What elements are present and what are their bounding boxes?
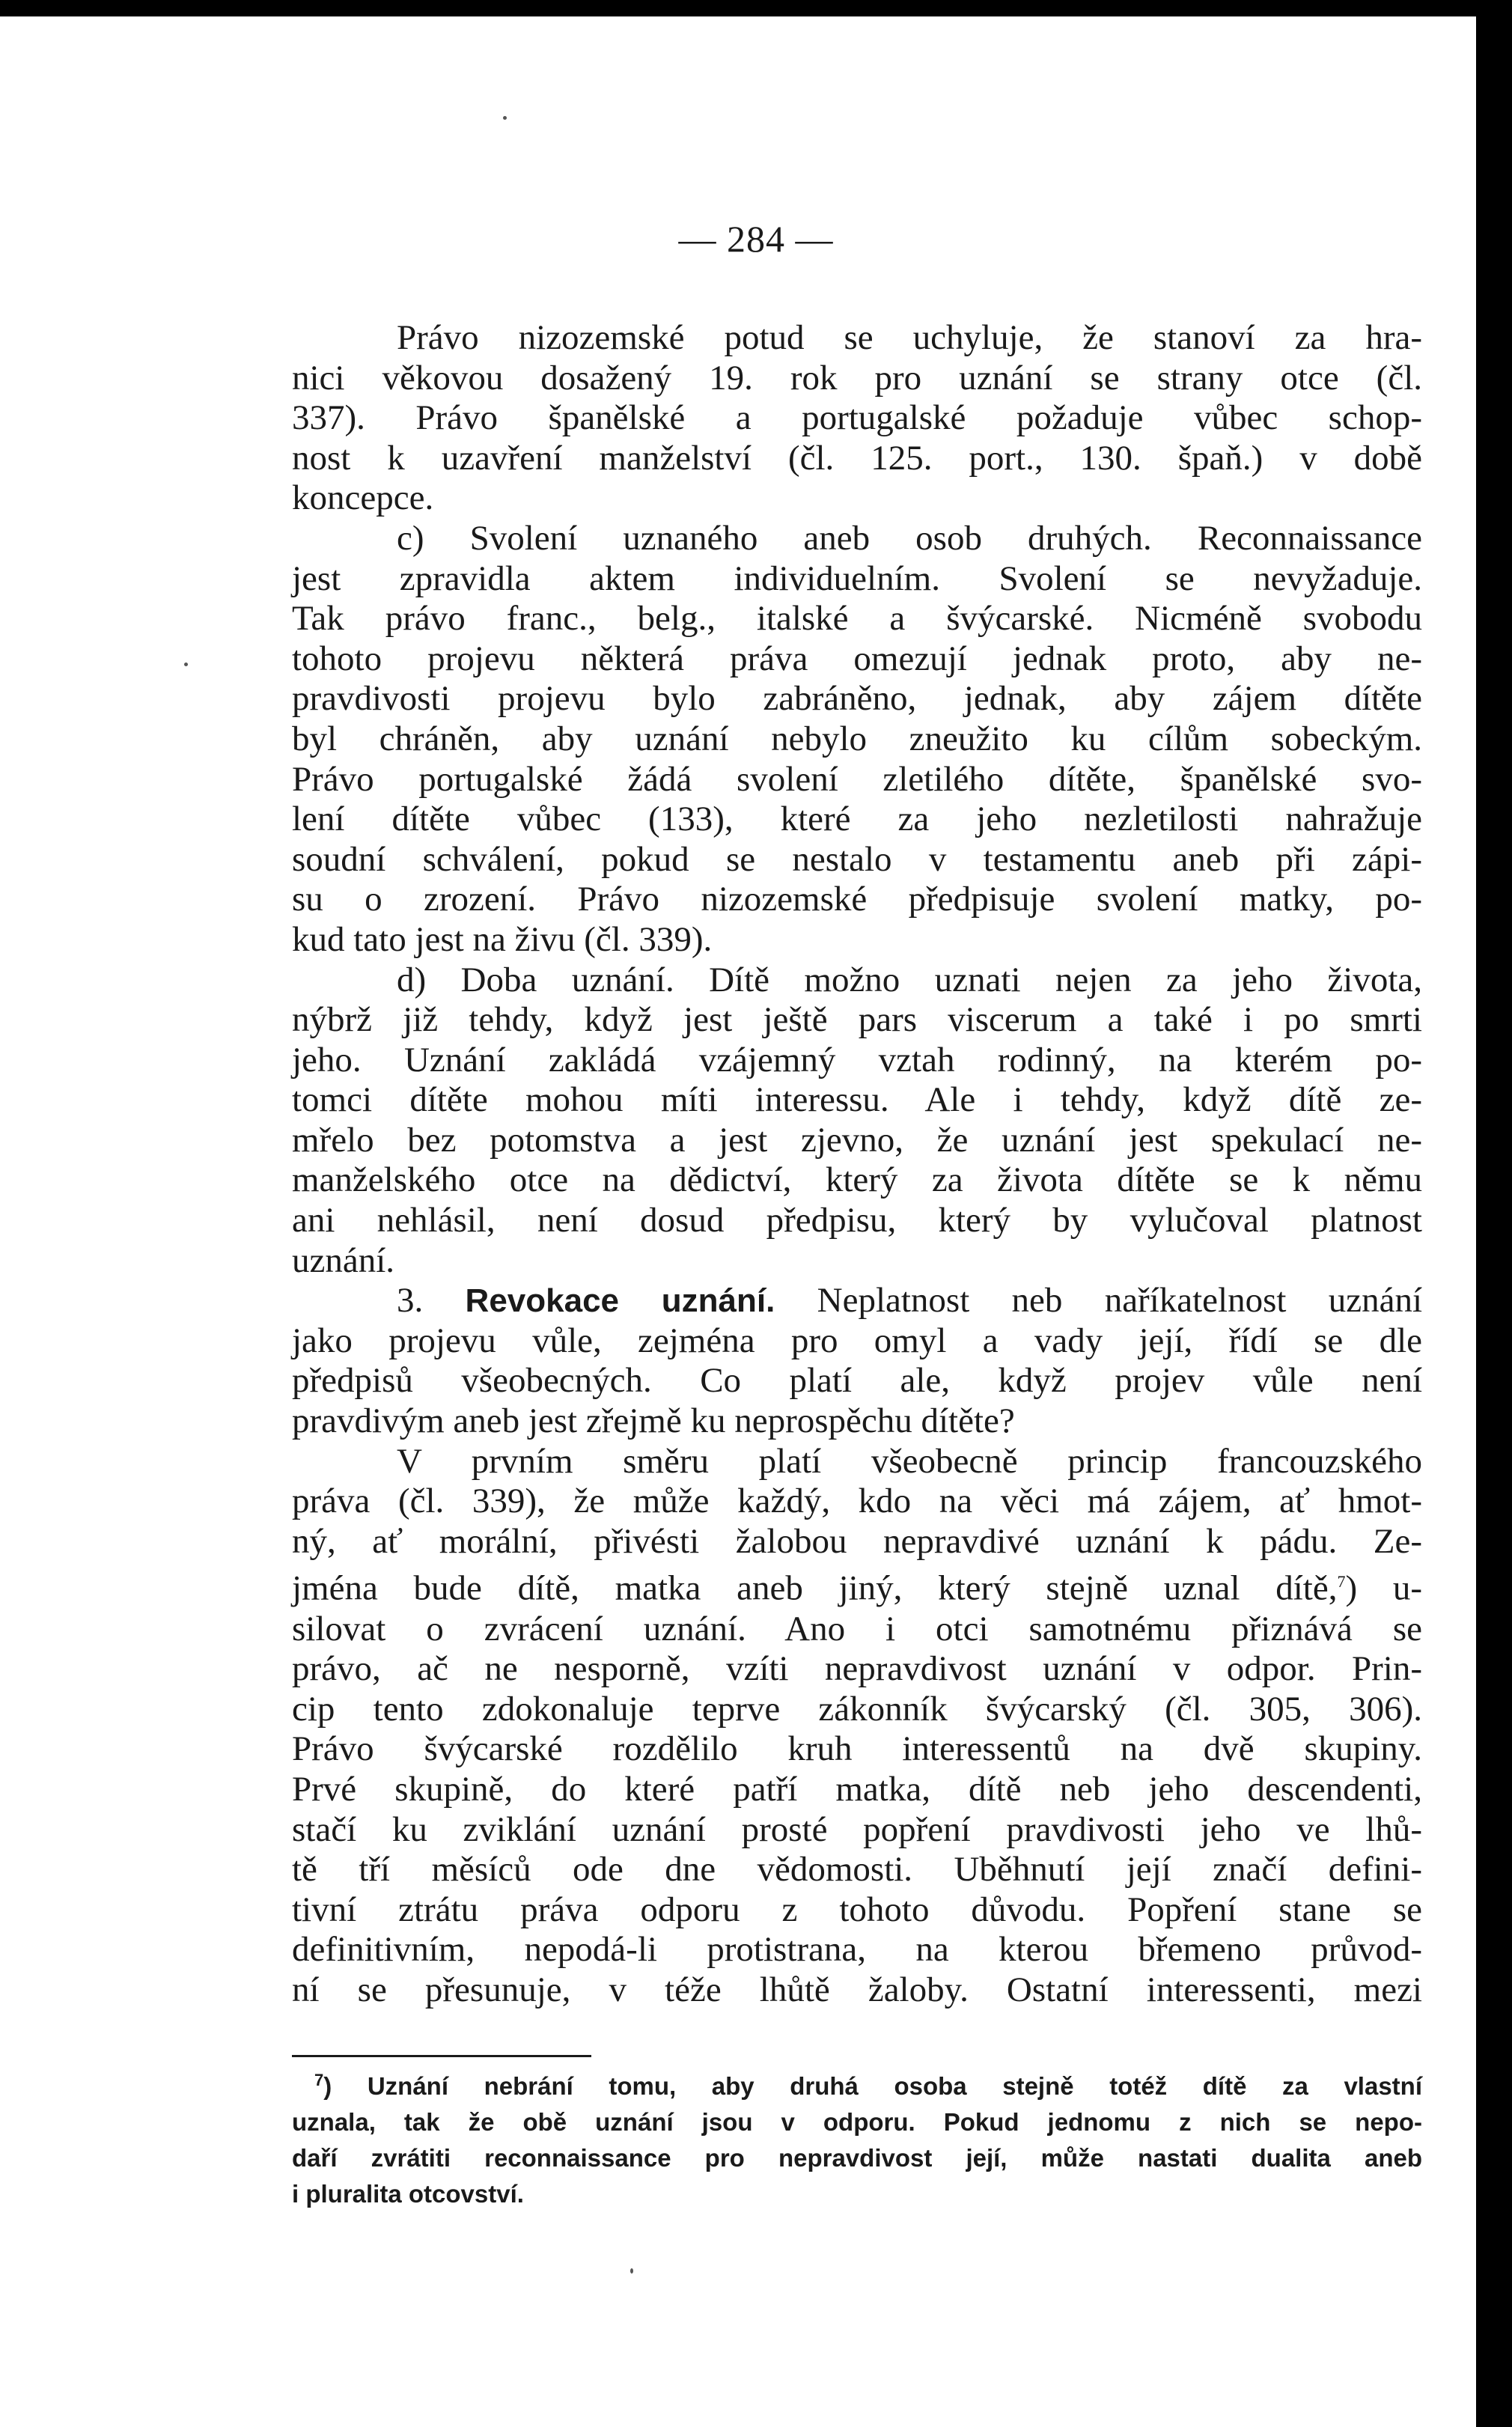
text-line: nost k uzavření manželství (čl. 125. port., 130. špaň.) v době: [292, 438, 1422, 478]
text-line: definitivním, nepodá-li protistrana, na kterou břemeno průvod-: [292, 1930, 1422, 1970]
text-line: tě tří měsíců ode dne vědomosti. Uběhnutí její značí defini-: [292, 1850, 1422, 1889]
text-line: tomci dítěte mohou míti interessu. Ale i tehdy, když dítě ze-: [292, 1080, 1422, 1120]
section-heading: Revokace uznání.: [465, 1282, 775, 1320]
footnote: [292, 2062, 1422, 2212]
scan-speck: [503, 116, 507, 120]
text-line: c) Svolení uznaného aneb osob druhých. Reconnaissance: [397, 518, 1422, 558]
text-line: silovat o zvrácení uznání. Ano i otci samotnému přiznává se: [292, 1609, 1422, 1648]
text-line: pravdivým aneb jest zřejmě ku neprospěchu dítěte?: [292, 1401, 1015, 1441]
text-line: nýbrž již tehdy, když jest ještě pars viscerum a také i po smrti: [292, 1000, 1422, 1040]
text-fragment: Neplatnost neb naříkatelnost uznání: [817, 1281, 1423, 1321]
text-line: su o zrození. Právo nizozemské předpisuje svolení matky, po-: [292, 880, 1422, 919]
page-number: — 284 —: [678, 218, 834, 260]
paragraph-3: [292, 960, 1422, 1282]
text-line: mřelo bez potomstva a jest zjevno, že uznání jest spekulací ne-: [292, 1120, 1422, 1160]
text-line: 337). Právo španělské a portugalské požaduje vůbec schop-: [292, 398, 1422, 438]
text-fragment: ) Uznání nebrání tomu, aby druhá osoba stejně totéž dítě za vlastní: [323, 2072, 1422, 2100]
text-line: Tak právo franc., belg., italské a švýcarské. Nicméně svobodu: [292, 599, 1422, 639]
text-line: jest zpravidla aktem individuelním. Svolení se nevyžaduje.: [292, 558, 1422, 598]
text-line: tivní ztrátu práva odporu z tohoto důvodu. Popření stane se: [292, 1889, 1422, 1929]
text-line: práva (čl. 339), že může každý, kdo na věci má zájem, ať hmot-: [292, 1482, 1422, 1521]
footnote-line: uznala, tak že obě uznání jsou v odporu. Pokud jednomu z nich se nepo-: [292, 2108, 1422, 2136]
text-fragment: ) u-: [1345, 1569, 1422, 1609]
text-line: Prvé skupině, do které patří matka, dítě neb jeho descendenti,: [292, 1770, 1422, 1809]
text-line: d) Doba uznání. Dítě možno uznati nejen za jeho života,: [397, 960, 1422, 999]
text-line: ný, ať morální, přivésti žalobou nepravdivé uznání k pádu. Ze-: [292, 1521, 1422, 1561]
text-fragment: jména bude dítě, matka aneb jiný, který stejně uznal dítě,: [292, 1569, 1338, 1609]
paragraph-5: [292, 1442, 1422, 2011]
text-line: pravdivosti projevu bylo zabráněno, jednak, aby zájem dítěte: [292, 679, 1422, 719]
paragraph-1: [292, 318, 1422, 519]
text-line: tohoto projevu některá práva omezují jednak proto, aby ne-: [292, 639, 1422, 678]
text-line: jeho. Uznání zakládá vzájemný vztah rodinný, na kterém po-: [292, 1040, 1422, 1079]
text-line: předpisů všeobecných. Co platí ale, když projev vůle není: [292, 1361, 1422, 1401]
paragraph-4: [292, 1281, 1422, 1441]
text-line: Právo švýcarské rozdělilo kruh interessentů na dvě skupiny.: [292, 1729, 1422, 1769]
text-line: stačí ku zviklání uznání prosté popření pravdivosti jeho ve lhů-: [292, 1809, 1422, 1849]
text-line: [292, 1562, 1422, 1609]
text-line: kud tato jest na živu (čl. 339).: [292, 919, 713, 959]
scan-speck: [184, 663, 188, 666]
text-line: nici věkovou dosažený 19. rok pro uznání se strany otce (čl.: [292, 358, 1422, 398]
footnote-line: i pluralita otcovství.: [292, 2180, 524, 2208]
text-line: Právo portugalské žádá svolení zletilého dítěte, španělské svo-: [292, 759, 1422, 799]
footnote-rule: [292, 2055, 591, 2057]
main-text: [292, 318, 1422, 2011]
footnote-reference: 7: [1337, 1572, 1346, 1592]
text-line: cip tento zdokonaluje teprve zákonník švýcarský (čl. 305, 306).: [292, 1689, 1422, 1729]
footnote-line: [292, 2062, 1422, 2104]
text-line: právo, ač ne nesporně, vzíti nepravdivost uznání v odpor. Prin-: [292, 1649, 1422, 1689]
footnote-number: 7: [314, 2071, 324, 2089]
text-line: [292, 1281, 1422, 1321]
text-line: ní se přesunuje, v téže lhůtě žaloby. Ostatní interessenti, mezi: [292, 1970, 1422, 2009]
text-line: Právo nizozemské potud se uchyluje, že stanoví za hra-: [397, 318, 1422, 357]
text-line: V prvním směru platí všeobecně princip francouzského: [397, 1441, 1422, 1481]
text-line: jako projevu vůle, zejména pro omyl a vady její, řídí se dle: [292, 1321, 1422, 1360]
text-line: koncepce.: [292, 478, 434, 518]
scan-speck: [630, 2268, 633, 2274]
text-line: uznání.: [292, 1240, 395, 1280]
text-line: byl chráněn, aby uznání nebylo zneužito ku cílům sobeckým.: [292, 719, 1422, 758]
text-line: ani nehlásil, není dosud předpisu, který by vylučoval platnost: [292, 1201, 1422, 1240]
text-line: manželského otce na dědictví, který za života dítěte se k němu: [292, 1160, 1422, 1200]
paragraph-2: [292, 519, 1422, 960]
footnote-line: daří zvrátiti reconnaissance pro nepravdivost její, může nastati dualita aneb: [292, 2144, 1422, 2172]
section-number: 3.: [397, 1281, 424, 1321]
text-line: soudní schválení, pokud se nestalo v testamentu aneb při zápi-: [292, 839, 1422, 879]
text-line: lení dítěte vůbec (133), které za jeho nezletilosti nahražuje: [292, 800, 1422, 839]
scan-edge: [1476, 0, 1512, 2427]
